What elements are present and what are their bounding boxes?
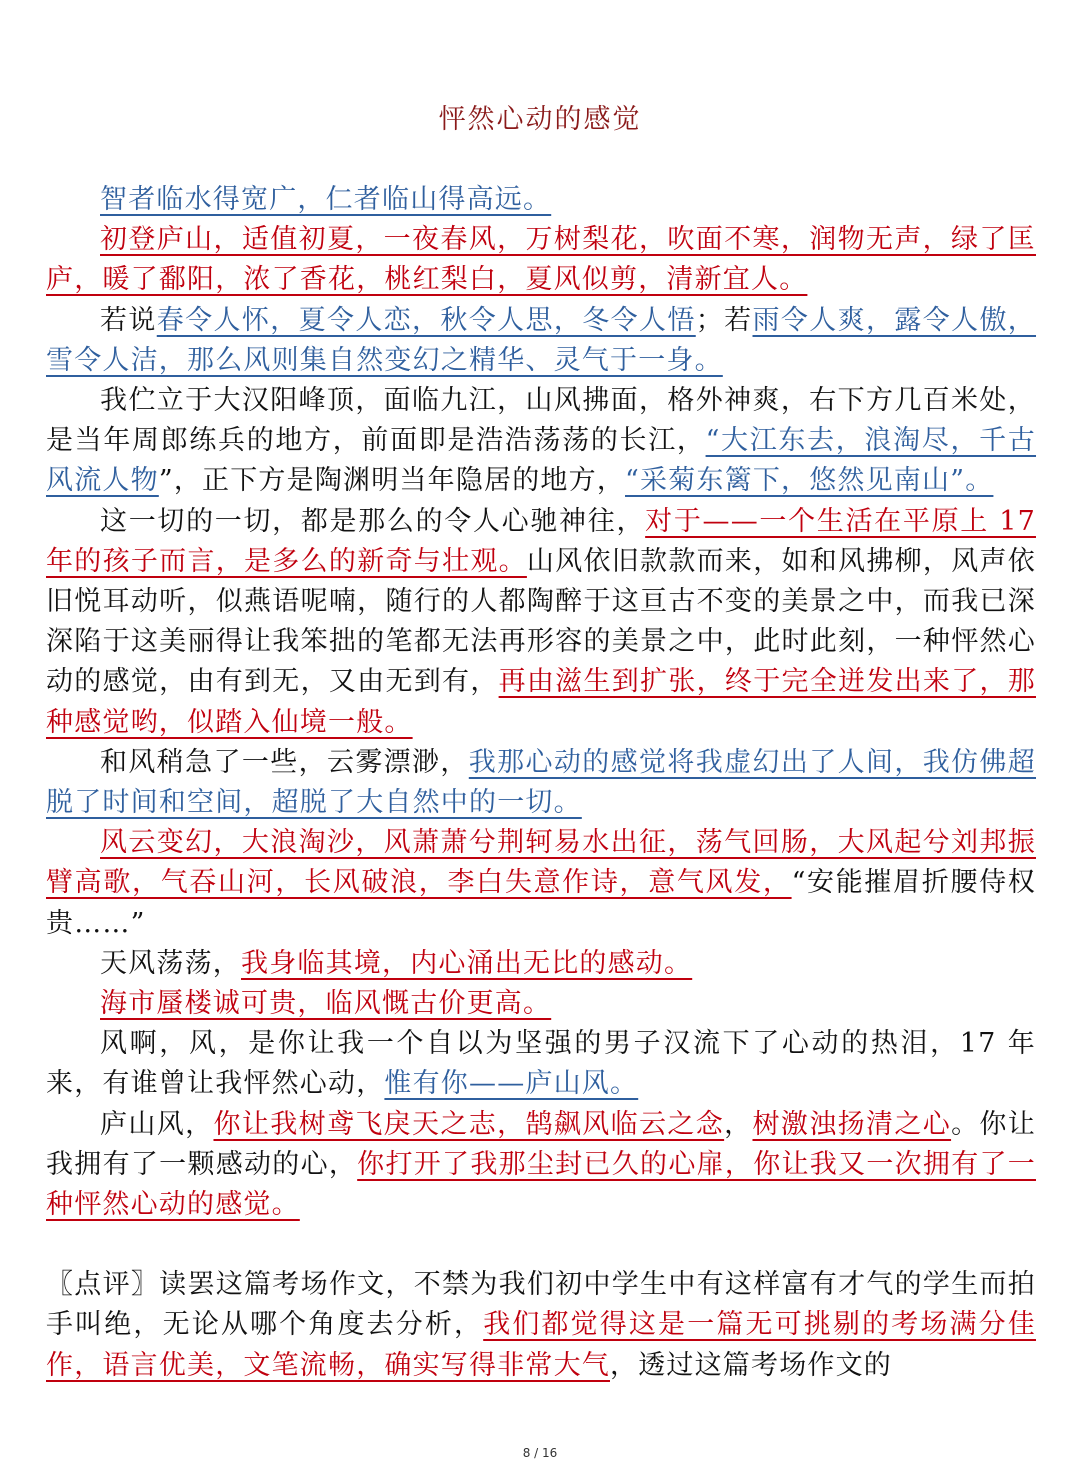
text-run: ，透过这篇考场作文的 (610, 1349, 892, 1381)
text-run: ；若 (695, 304, 753, 336)
underlined-blue-run: 雨令人爽，露令人傲，雪令人洁，那么风则集自然变幻之精华、灵气于一身。 (46, 304, 1037, 376)
section-gap (46, 1225, 1036, 1265)
text-run: 。你让我拥有了一颗感动的心， (46, 1108, 1036, 1180)
essay-paragraph (46, 984, 1036, 1024)
essay-paragraph (46, 1105, 1036, 1226)
underlined-blue-run: 智者临水得宽广，仁者临山得高远。 (100, 184, 552, 215)
text-run: 山风依旧款款而来，如和风拂柳，风声依旧悦耳动听，似燕语呢喃，随行的人都陶醉于这亘古不变的美景之中，而我已深深陷于这美丽得让我笨拙的笔都无法再形容的美景之中，此时此刻，一种怦然心动的感觉，由有到无，又由无到有， (46, 545, 1036, 698)
page-number: 8 / 16 (522, 1446, 558, 1460)
essay-paragraph (46, 301, 1036, 381)
underlined-red-run: 风云变幻，大浪淘沙，风萧萧兮荆轲易水出征，荡气回肠，大风起兮刘邦振臂高歌，气吞山河，长风破浪，李白失意作诗，意气风发， (46, 827, 1036, 899)
underlined-red-run: 树激浊扬清之心 (752, 1108, 952, 1140)
text-run: ”，正下方是陶渊明当年隐居的地方， (158, 465, 626, 497)
underlined-red-run: 你打开了我那尘封已久的心扉，你让我又一次拥有了一种怦然心动的感觉。 (46, 1148, 1036, 1221)
text-run: 和风稍急了一些，云雾漂渺， (100, 746, 469, 778)
underlined-red-run: 我们都觉得这是一篇无可挑剔的考场满分佳作，语言优美，文笔流畅，确实写得非常大气 (46, 1309, 1036, 1381)
text-run: 庐山风， (100, 1108, 214, 1140)
essay-paragraph (46, 1024, 1036, 1104)
underlined-red-run: 海市蜃楼诚可贵，临风慨古价更高。 (100, 988, 552, 1020)
text-run: “安能摧眉折腰侍权贵……” (46, 867, 1036, 939)
underlined-blue-run: 我那心动的感觉将我虚幻出了人间，我仿佛超脱了时间和空间，超脱了大自然中的一切。 (46, 746, 1036, 819)
comment-paragraph (46, 1265, 1036, 1386)
text-run: 这一切的一切，都是那么的令人心驰神往， (100, 505, 646, 537)
text-run: 〖点评〗读罢这篇考场作文，不禁为我们初中学生中有这样富有才气的学生而拍手叫绝，无论从哪个角度去分析， (46, 1269, 1036, 1341)
essay-paragraph (46, 180, 1036, 220)
text-run: 风啊，风，是你让我一个自以为坚强的男子汉流下了心动的热泪，17 年来，有谁曾让我怦然心动， (46, 1028, 1036, 1100)
underlined-red-run: 对于——一个生活在平原上 17 年的孩子而言，是多么的新奇与壮观。 (46, 505, 1036, 577)
underlined-blue-run: 春令人怀，夏令人恋，秋令人思，冬令人悟 (156, 304, 696, 336)
underlined-red-run: 初登庐山，适值初夏，一夜春风，万树梨花，吹面不寒，润物无声，绿了匡庐，暖了鄱阳，浓了香花，桃红梨白，夏风似剪，清新宜人。 (46, 224, 1036, 296)
underlined-red-run: 你让我树鸢飞戾天之志，鹄飙风临云之念 (213, 1108, 725, 1140)
text-run: ， (724, 1108, 753, 1140)
essay-paragraph (46, 743, 1036, 823)
underlined-blue-run: 惟有你——庐山风。 (384, 1068, 639, 1100)
underlined-blue-run: “采菊东篱下，悠然见南山”。 (625, 465, 994, 497)
text-run: 天风荡荡， (100, 947, 241, 979)
essay-paragraph (46, 823, 1036, 944)
essay-paragraph (46, 220, 1036, 300)
essay-paragraph (46, 502, 1036, 743)
underlined-red-run: 我身临其境，内心涌出无比的感动。 (241, 947, 693, 979)
page-title: 怦然心动的感觉 (438, 104, 642, 135)
essay-paragraph (46, 944, 1036, 984)
essay-paragraph (46, 381, 1036, 502)
underlined-blue-run: “大江东去，浪淘尽，千古风流人物 (46, 425, 1037, 497)
text-run: 若说 (100, 304, 157, 336)
essay-body (46, 180, 1036, 1386)
underlined-red-run: 再由滋生到扩张，终于完全迸发出来了，那种感觉哟，似踏入仙境一般。 (46, 666, 1036, 738)
text-run: 我伫立于大汉阳峰顶，面临九江，山风拂面，格外神爽，右下方几百米处，是当年周郎练兵的地方，前面即是浩浩荡荡的长江， (46, 385, 1036, 457)
